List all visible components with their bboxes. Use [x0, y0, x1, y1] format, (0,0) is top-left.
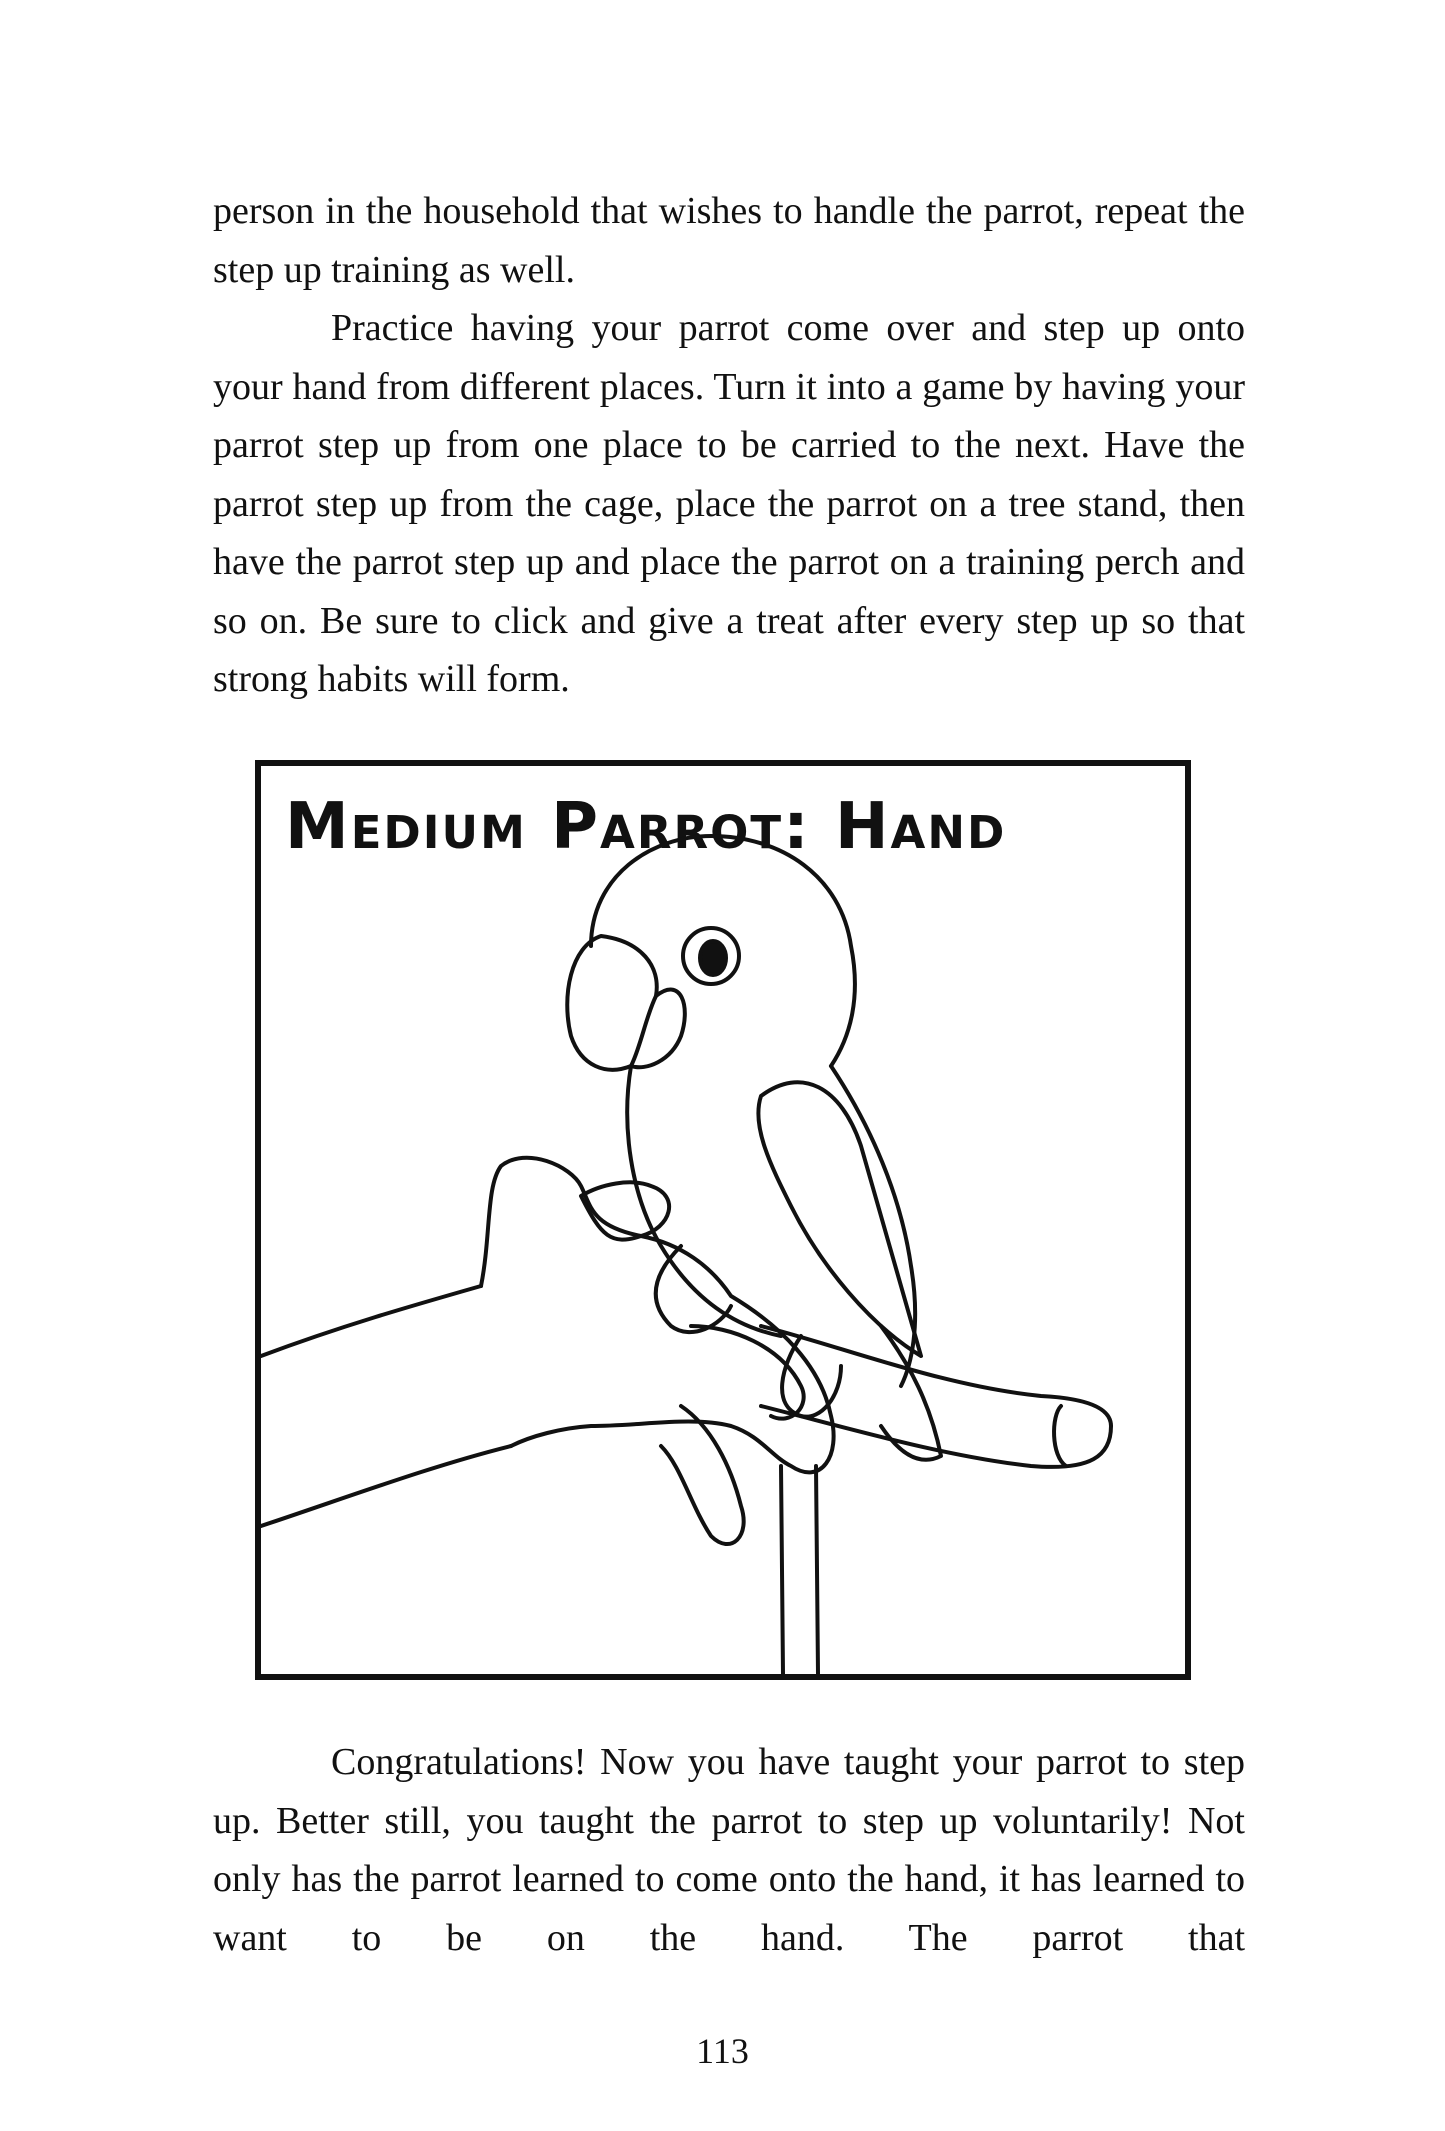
figure-title: Medium Parrot: Hand [285, 790, 1007, 864]
page-number: 113 [696, 2031, 749, 2071]
parrot-eye-pupil [700, 941, 726, 975]
parrot-illustration-frame [255, 760, 1191, 1680]
text-block-bottom [213, 1733, 1245, 1967]
parrot-on-hand-drawing [261, 766, 1185, 1674]
parrot-cheek-outline [631, 990, 685, 1068]
forearm-lower-outline [261, 1446, 511, 1526]
paragraph-continued: person in the household that wishes to handle the parrot, repeat the step up training as well. [213, 190, 1245, 291]
hand-outline [481, 1158, 834, 1473]
parrot-wing-outline [758, 1082, 921, 1356]
paragraph: Practice having your parrot come over and step up onto your hand from different places. Turn it into a game by having your parrot step up from one place to be carried to the next. Have the parrot step up from the cage, place the parrot on a tree stand, then have the parrot step up and place the parrot on a training perch and so on. Be sure to click and give a treat after every step up so that strong habits will form. [213, 307, 1245, 700]
text-block-top [213, 182, 1245, 709]
perch-end-outline [1054, 1406, 1066, 1466]
perch-stand-right [816, 1466, 818, 1674]
perch-stand-left [781, 1466, 783, 1674]
parrot-back-outline [831, 1066, 915, 1386]
forearm-outline [261, 1286, 481, 1356]
parrot-beak-outline [567, 936, 657, 1070]
paragraph: Congratulations! Now you have taught your parrot to step up. Better still, you taught the parrot to step up voluntarily! Not only has the parrot learned to come onto the hand, it has learned to want to be on the hand. The parrot that [213, 1741, 1245, 1959]
